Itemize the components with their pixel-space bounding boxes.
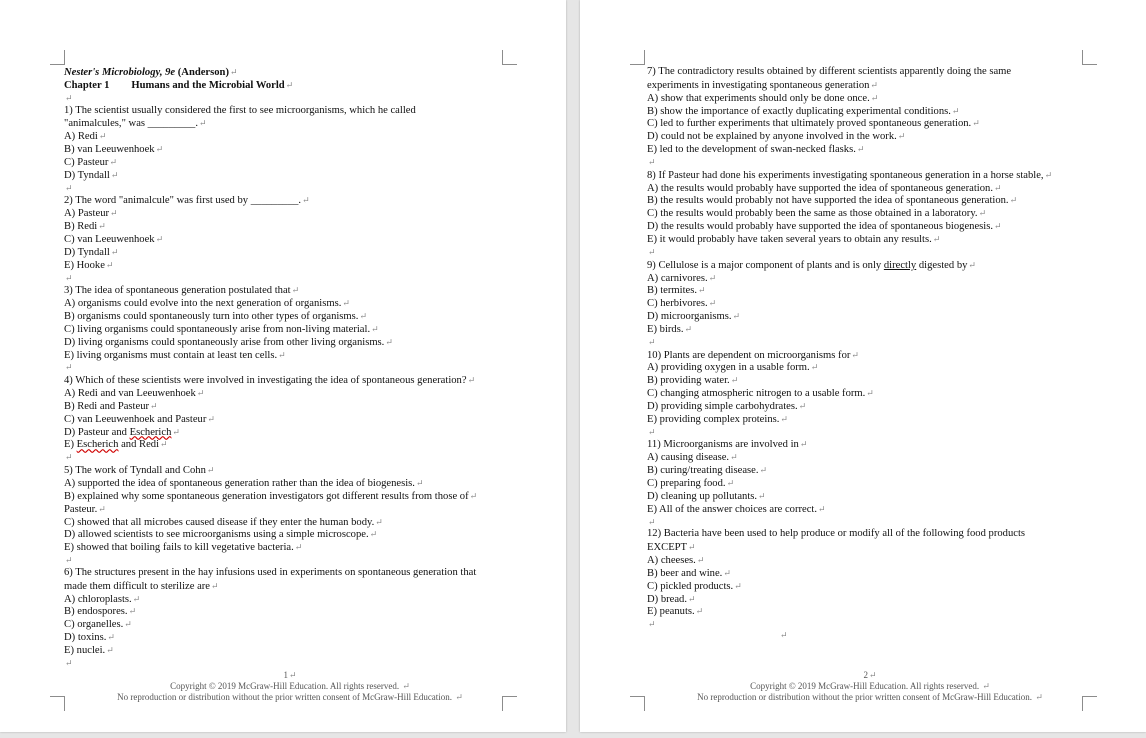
- answer-option-text: D) living organisms could spontaneously arise from other living organisms.: [64, 336, 385, 348]
- answer-option-text: D) the results would probably have supported the idea of spontaneous biogenesis.: [647, 221, 993, 233]
- answer-option: E) All of the answer choices are correct.↵: [647, 503, 826, 515]
- answer-option: B) beer and wine.↵: [647, 567, 731, 579]
- question-stem-line: 8) If Pasteur had done his experiments investigating spontaneous generation in a horse stable,↵: [647, 169, 1053, 181]
- question-stem-line: 11) Microorganisms are involved in↵: [647, 439, 808, 451]
- answer-option-text: B) endospores.: [64, 606, 128, 618]
- question-stem-line: made them difficult to sterilize are↵: [64, 580, 219, 592]
- answer-option: B) termites.↵: [647, 285, 706, 297]
- answer-option: Pasteur.↵: [64, 503, 106, 515]
- answer-option: C) showed that all microbes caused disease if they enter the human body.↵: [64, 516, 383, 528]
- question-stem-line: experiments in investigating spontaneous generation↵: [647, 79, 878, 91]
- page-1-text[interactable]: Nester's Microbiology, 9e (Anderson)↵ Chapter 1 Humans and the Microbial World↵ ↵ 1) The scientist usually considered the first to see microorganisms, which he called "animalcules," was _________.↵ A) Redi↵ B) van Leeuwenhoek↵ C) Pasteur↵ D) Tyndall↵ ↵ 2) The word "animalcule" was first used by _________.↵ A) Pasteur↵ B) Redi↵ C) van Leeuwenhoek↵ D) Tyndall↵ E) Hooke↵ ↵ 3) The idea of spontaneous generation postulated that↵ A) organisms could evolve into the next generation of organisms.↵ B) organisms could spontaneously turn into other types of organisms.↵ C) living organisms could spontaneously arise from non-living material.↵ D) living organisms could spontaneously arise from other living organisms.↵ E) living organisms must contain at least ten cells.↵ ↵ 4) Which of these scientists were involved in investigating the idea of spontaneous generation?↵ A) Redi and van Leeuwenhoek↵ B) Redi and Pasteur↵ C) van Leeuwenhoek and Pasteur↵ D) Pasteur and Escherich↵ E) Escherich and Redi↵ ↵ 5) The work of Tyndall and Cohn↵ A) supported the idea of spontaneous generation rather than the idea of biogenesis.↵ B) explained why some spontaneous generation investigators got different results from those of↵ Pasteur.↵ C) showed that all microbes caused disease if they enter the human body.↵ D) allowed scientists to see microorganisms using a simple microscope.↵ E) showed that boiling fails to kill vegetative bacteria.↵ ↵ 6) The structures present in the hay infusions used in experiments on spontaneous generation that made them difficult to sterilize are↵ A) chloroplasts.↵ B) endospores.↵ C) organelles.↵ D) toxins.↵ E) nuclei.↵ ↵: [64, 66, 504, 670]
- answer-option-text: D) Tyndall: [64, 169, 110, 181]
- answer-option-text: C) herbivores.: [647, 298, 708, 310]
- question-stem-line: [647, 528, 1077, 541]
- answer-option-text: E) nuclei.: [64, 644, 106, 656]
- answer-option: A) organisms could evolve into the next generation of organisms.↵: [64, 298, 350, 310]
- question-12: 12) Bacteria have been used to help produce or modify all of the following food products EXCEPT↵ A) cheeses.↵ B) beer and wine.↵ C) pickled products.↵ D) bread.↵ E) peanuts.↵ ↵: [647, 528, 1077, 631]
- answer-option: D) allowed scientists to see microorganisms using a simple microscope.↵: [64, 529, 378, 541]
- question-9: 9) Cellulose is a major component of plants and is only directly digested by↵ A) carnivores.↵ B) termites.↵ C) herbivores.↵ D) microorganisms.↵ E) birds.↵ ↵: [647, 259, 1077, 349]
- answer-option: B) endospores.↵: [64, 606, 137, 618]
- answer-option-text: D) microorganisms.: [647, 311, 732, 323]
- answer-option-text: B) Redi: [64, 221, 98, 233]
- answer-option: B) the results would probably not have supported the idea of spontaneous generation.↵: [647, 195, 1018, 207]
- question-stem-line: 9) Cellulose is a major component of plants and is only directly digested by↵: [647, 259, 976, 271]
- answer-option-text: E) Hooke: [64, 259, 105, 271]
- answer-option: D) could not be explained by anyone involved in the work.↵: [647, 131, 906, 143]
- page-2-footer: 2↵ Copyright © 2019 McGraw-Hill Education. All rights reserved. ↵ No reproduction or distribution without the prior written consent of McGraw-Hill Education. ↵: [697, 670, 1043, 702]
- question-4: 4) Which of these scientists were involved in investigating the idea of spontaneous generation?↵ A) Redi and van Leeuwenhoek↵ B) Redi and Pasteur↵ C) van Leeuwenhoek and Pasteur↵ D) Pasteur and Escherich↵ E) Escherich and Redi↵ ↵: [64, 374, 504, 464]
- question-10: 10) Plants are dependent on microorganisms for↵ A) providing oxygen in a usable form.↵ B) providing water.↵ C) changing atmospheric nitrogen to a usable form.↵ D) providing simple carbohydrates.↵ E) providing complex proteins.↵ ↵: [647, 349, 1077, 439]
- answer-option-text: E) led to the development of swan-necked flasks.: [647, 144, 856, 156]
- answer-option: A) providing oxygen in a usable form.↵: [647, 362, 819, 374]
- question-3: 3) The idea of spontaneous generation postulated that↵ A) organisms could evolve into the next generation of organisms.↵ B) organisms could spontaneously turn into other types of organisms.↵ C) living organisms could spontaneously arise from non-living material.↵ D) living organisms could spontaneously arise from other living organisms.↵ E) living organisms must contain at least ten cells.↵ ↵: [64, 284, 504, 374]
- answer-option-text: E) All of the answer choices are correct.: [647, 503, 818, 515]
- answer-option-text: D) Pasteur and Escherich: [64, 426, 172, 438]
- question-stem-text: 10) Plants are dependent on microorganisms for: [647, 349, 851, 361]
- answer-option: D) Pasteur and Escherich↵: [64, 426, 180, 438]
- answer-option-text: B) beer and wine.: [647, 567, 723, 579]
- footer-copyright: Copyright © 2019 McGraw-Hill Education. All rights reserved.: [750, 681, 980, 691]
- answer-option-text: D) providing simple carbohydrates.: [647, 400, 798, 412]
- answer-option: A) show that experiments should only be done once.↵: [647, 92, 879, 104]
- answer-option: D) the results would probably have supported the idea of spontaneous biogenesis.↵: [647, 221, 1002, 233]
- crop-mark-top-left: [50, 50, 65, 65]
- footer-notice: No reproduction or distribution without the prior written consent of McGraw-Hill Education.: [697, 692, 1033, 702]
- answer-option: B) show the importance of exactly duplicating experimental conditions.↵: [647, 105, 960, 117]
- answer-option-text: D) could not be explained by anyone involved in the work.: [647, 131, 897, 143]
- answer-option-text: A) Pasteur: [64, 208, 110, 220]
- answer-option-text: A) show that experiments should only be done once.: [647, 92, 870, 104]
- crop-mark-top-left: [630, 50, 645, 65]
- header-book-line: Nester's Microbiology, 9e (Anderson)↵: [64, 67, 238, 78]
- chapter-label: Chapter 1: [64, 79, 110, 91]
- answer-option-text: C) pickled products.: [647, 580, 734, 592]
- book-author: (Anderson): [175, 67, 229, 78]
- question-stem-text: 12) Bacteria have been used to help produce or modify all of the following food products: [647, 528, 1026, 540]
- answer-option: E) birds.↵: [647, 323, 693, 335]
- question-stem-line: 5) The work of Tyndall and Cohn↵: [64, 465, 215, 477]
- answer-option-text: B) the results would probably not have supported the idea of spontaneous generation.: [647, 195, 1009, 207]
- answer-option: B) providing water.↵: [647, 375, 739, 387]
- answer-option-text: C) van Leeuwenhoek and Pasteur: [64, 413, 207, 425]
- answer-option: E) nuclei.↵: [64, 644, 114, 656]
- answer-option: C) pickled products.↵: [647, 580, 742, 592]
- answer-option: A) supported the idea of spontaneous generation rather than the idea of biogenesis.↵: [64, 478, 424, 489]
- answer-option: C) led to further experiments that ultimately proved spontaneous generation.↵: [647, 118, 980, 130]
- answer-option-text: A) cheeses.: [647, 555, 696, 567]
- answer-option-text: A) supported the idea of spontaneous generation rather than the idea of biogenesis.: [64, 478, 415, 489]
- answer-option-text: E) showed that boiling fails to kill vegetative bacteria.: [64, 542, 294, 554]
- answer-option-text: A) Redi and van Leeuwenhoek: [64, 388, 196, 400]
- question-2: 2) The word "animalcule" was first used by _________.↵ A) Pasteur↵ B) Redi↵ C) van Leeuwenhoek↵ D) Tyndall↵ E) Hooke↵ ↵: [64, 194, 504, 284]
- question-5: 5) The work of Tyndall and Cohn↵ A) supported the idea of spontaneous generation rather than the idea of biogenesis.↵ B) explained why some spontaneous generation investigators got different results from those of↵ Pasteur.↵ C) showed that all microbes caused disease if they enter the human body.↵ D) allowed scientists to see microorganisms using a simple microscope.↵ E) showed that boiling fails to kill vegetative bacteria.↵ ↵: [64, 464, 504, 567]
- answer-option: B) van Leeuwenhoek↵: [64, 144, 164, 156]
- answer-option-text: B) organisms could spontaneously turn into other types of organisms.: [64, 311, 359, 323]
- question-stem-text: 6) The structures present in the hay infusions used in experiments on spontaneous generation that: [64, 566, 477, 578]
- answer-option: B) Redi and Pasteur↵: [64, 400, 158, 412]
- answer-option: D) microorganisms.↵: [647, 311, 741, 323]
- questions-page-1: [64, 105, 504, 670]
- answer-option-text: C) organelles.: [64, 619, 124, 631]
- answer-option: D) cleaning up pollutants.↵: [647, 490, 766, 502]
- answer-option-text: A) the results would probably have supported the idea of spontaneous generation.: [647, 182, 993, 194]
- answer-option-text: C) Pasteur: [64, 156, 109, 168]
- book-title: Nester's Microbiology, 9e: [64, 67, 176, 78]
- question-stem-line: [647, 66, 1077, 79]
- question-stem-line: [64, 567, 504, 580]
- answer-option: B) Redi↵: [64, 221, 106, 233]
- answer-option: D) living organisms could spontaneously arise from other living organisms.↵: [64, 336, 393, 348]
- answer-option-text: E) providing complex proteins.: [647, 413, 780, 425]
- answer-option: A) Pasteur↵: [64, 208, 118, 220]
- question-stem-text: "animalcules," was _________.: [64, 118, 198, 130]
- answer-option: E) showed that boiling fails to kill vegetative bacteria.↵: [64, 542, 303, 554]
- answer-option-text: E) living organisms must contain at least ten cells.: [64, 349, 278, 361]
- question-stem-text: 7) The contradictory results obtained by different scientists apparently doing the same: [647, 66, 1012, 77]
- answer-option-text: E) it would probably have taken several years to obtain any results.: [647, 233, 932, 245]
- answer-option: A) the results would probably have supported the idea of spontaneous generation.↵: [647, 182, 1002, 194]
- answer-option: D) Tyndall↵: [64, 169, 119, 181]
- crop-mark-top-right: [1082, 50, 1097, 65]
- answer-option-text: D) cleaning up pollutants.: [647, 490, 758, 502]
- document-page-2: [580, 0, 1146, 732]
- questions-page-2: [647, 66, 1077, 631]
- footer-copyright: Copyright © 2019 McGraw-Hill Education. All rights reserved.: [170, 681, 400, 691]
- answer-option-text: B) show the importance of exactly duplicating experimental conditions.: [647, 105, 951, 117]
- question-stem-text: 5) The work of Tyndall and Cohn: [64, 465, 206, 477]
- page-number-1: 1: [283, 670, 288, 680]
- answer-option-text: B) termites.: [647, 285, 698, 297]
- answer-option-text: E) peanuts.: [647, 606, 695, 618]
- question-1: 1) The scientist usually considered the first to see microorganisms, which he called "animalcules," was _________.↵ A) Redi↵ B) van Leeuwenhoek↵ C) Pasteur↵ D) Tyndall↵ ↵: [64, 105, 504, 195]
- answer-option: E) peanuts.↵: [647, 606, 704, 618]
- answer-option: A) carnivores.↵: [647, 272, 717, 284]
- answer-option-text: A) chloroplasts.: [64, 593, 132, 605]
- answer-option: C) living organisms could spontaneously arise from non-living material.↵: [64, 323, 379, 335]
- answer-option: E) it would probably have taken several years to obtain any results.↵: [647, 233, 941, 245]
- answer-option-text: C) showed that all microbes caused disease if they enter the human body.: [64, 516, 375, 528]
- document-page-1: [0, 0, 566, 732]
- answer-option-text: B) explained why some spontaneous generation investigators got different results from those of: [64, 490, 469, 502]
- question-stem-text: EXCEPT: [647, 542, 688, 554]
- question-stem-line: 4) Which of these scientists were involved in investigating the idea of spontaneous generation?↵: [64, 375, 476, 387]
- answer-option: A) cheeses.↵: [647, 555, 705, 567]
- answer-option: C) changing atmospheric nitrogen to a usable form.↵: [647, 388, 874, 400]
- answer-option-text: C) led to further experiments that ultimately proved spontaneous generation.: [647, 118, 972, 130]
- footer-notice: No reproduction or distribution without the prior written consent of McGraw-Hill Education.: [117, 692, 453, 702]
- header-chapter-line: Chapter 1 Humans and the Microbial World↵: [64, 79, 294, 91]
- question-stem-text: experiments in investigating spontaneous generation: [647, 79, 870, 91]
- question-stem-line: "animalcules," was _________.↵: [64, 118, 207, 130]
- answer-option-text: C) living organisms could spontaneously arise from non-living material.: [64, 323, 371, 335]
- answer-option-text: B) curing/treating disease.: [647, 465, 759, 477]
- question-stem-text: 2) The word "animalcule" was first used by _________.: [64, 195, 302, 207]
- page-1-footer: 1↵ Copyright © 2019 McGraw-Hill Education. All rights reserved. ↵ No reproduction or distribution without the prior written consent of McGraw-Hill Education. ↵: [117, 670, 463, 702]
- question-stem-line: 3) The idea of spontaneous generation postulated that↵: [64, 285, 300, 297]
- question-stem-text: 11) Microorganisms are involved in: [647, 439, 799, 451]
- answer-option: D) providing simple carbohydrates.↵: [647, 400, 807, 412]
- question-stem-text: 8) If Pasteur had done his experiments investigating spontaneous generation in a horse stable,: [647, 169, 1044, 181]
- answer-option: D) bread.↵: [647, 593, 696, 605]
- answer-option: C) van Leeuwenhoek↵: [64, 233, 164, 245]
- answer-option: C) organelles.↵: [64, 619, 132, 631]
- answer-option-text: Pasteur.: [64, 503, 98, 515]
- question-6: 6) The structures present in the hay infusions used in experiments on spontaneous generation that made them difficult to sterilize are↵ A) chloroplasts.↵ B) endospores.↵ C) organelles.↵ D) toxins.↵ E) nuclei.↵ ↵: [64, 567, 504, 670]
- answer-option: E) Escherich and Redi↵: [64, 439, 168, 451]
- question-11: 11) Microorganisms are involved in↵ A) causing disease.↵ B) curing/treating disease.↵ C) preparing food.↵ D) cleaning up pollutants.↵ E) All of the answer choices are correct.↵ ↵: [647, 438, 1077, 528]
- question-stem-text: 1) The scientist usually considered the first to see microorganisms, which he called: [64, 104, 416, 116]
- answer-option-text: C) changing atmospheric nitrogen to a usable form.: [647, 388, 866, 400]
- answer-option: D) toxins.↵: [64, 632, 115, 644]
- question-stem-text: 9) Cellulose is a major component of plants and is only directly digested by: [647, 259, 968, 271]
- answer-option-text: C) preparing food.: [647, 478, 726, 489]
- question-stem-text: 3) The idea of spontaneous generation postulated that: [64, 285, 291, 297]
- answer-option-text: D) bread.: [647, 593, 688, 605]
- answer-option: B) explained why some spontaneous generation investigators got different results from those of↵: [64, 490, 478, 502]
- answer-option: A) causing disease.↵: [647, 452, 738, 464]
- answer-option-text: B) Redi and Pasteur: [64, 400, 150, 412]
- answer-option-text: C) the results would probably been the same as those obtained in a laboratory.: [647, 208, 978, 220]
- crop-mark-top-right: [502, 50, 517, 65]
- question-7: 7) The contradictory results obtained by different scientists apparently doing the same experiments in investigating spontaneous generation↵ A) show that experiments should only be done once.↵ B) show the importance of exactly duplicating experimental conditions.↵ C) led to further experiments that ultimately proved spontaneous generation.↵ D) could not be explained by anyone involved in the work.↵ E) led to the development of swan-necked flasks.↵ ↵: [647, 66, 1077, 169]
- question-stem-text: made them difficult to sterilize are: [64, 580, 211, 592]
- question-stem-line: EXCEPT↵: [647, 542, 696, 554]
- answer-option-text: B) providing water.: [647, 375, 730, 387]
- answer-option: E) providing complex proteins.↵: [647, 413, 788, 425]
- answer-option: D) Tyndall↵: [64, 246, 119, 258]
- answer-option: E) led to the development of swan-necked flasks.↵: [647, 144, 865, 156]
- answer-option: E) living organisms must contain at least ten cells.↵: [64, 349, 286, 361]
- answer-option: C) preparing food.↵: [647, 478, 735, 489]
- answer-option-text: D) allowed scientists to see microorganisms using a simple microscope.: [64, 529, 369, 541]
- answer-option-text: D) toxins.: [64, 632, 107, 644]
- answer-option: B) organisms could spontaneously turn into other types of organisms.↵: [64, 311, 367, 323]
- question-stem-line: 2) The word "animalcule" was first used by _________.↵: [64, 195, 310, 207]
- answer-option-text: E) birds.: [647, 323, 684, 335]
- paragraph-mark: ↵: [780, 630, 788, 640]
- answer-option-text: B) van Leeuwenhoek: [64, 144, 155, 156]
- answer-option-text: A) carnivores.: [647, 272, 708, 284]
- answer-option-text: A) organisms could evolve into the next generation of organisms.: [64, 298, 342, 310]
- answer-option: A) Redi↵: [64, 131, 107, 143]
- answer-option-text: C) van Leeuwenhoek: [64, 233, 155, 245]
- answer-option: B) curing/treating disease.↵: [647, 465, 768, 477]
- answer-option: A) Redi and van Leeuwenhoek↵: [64, 388, 205, 400]
- question-stem-text: 4) Which of these scientists were involved in investigating the idea of spontaneous generation?: [64, 375, 467, 387]
- question-stem-line: 10) Plants are dependent on microorganisms for↵: [647, 349, 859, 361]
- page-number-2: 2: [863, 670, 868, 680]
- answer-option: C) the results would probably been the same as those obtained in a laboratory.↵: [647, 208, 987, 220]
- answer-option: C) Pasteur↵: [64, 156, 117, 168]
- answer-option: A) chloroplasts.↵: [64, 593, 141, 605]
- answer-option-text: A) causing disease.: [647, 452, 730, 464]
- answer-option-text: A) Redi: [64, 131, 98, 143]
- answer-option: C) van Leeuwenhoek and Pasteur↵: [64, 413, 215, 425]
- answer-option: E) Hooke↵: [64, 259, 114, 271]
- answer-option-text: A) providing oxygen in a usable form.: [647, 362, 810, 374]
- answer-option-text: E) Escherich and Redi: [64, 439, 160, 451]
- page-2-text[interactable]: [647, 66, 1077, 631]
- chapter-title: Humans and the Microbial World: [131, 79, 285, 91]
- question-8: 8) If Pasteur had done his experiments investigating spontaneous generation in a horse stable,↵ A) the results would probably have supported the idea of spontaneous generation.↵ B) the results would probably not have supported the idea of spontaneous generation.↵ C) the results would probably been the same as those obtained in a laboratory.↵ D) the results would probably have supported the idea of spontaneous biogenesis.↵ E) it would probably have taken several years to obtain any results.↵ ↵: [647, 169, 1077, 259]
- answer-option-text: D) Tyndall: [64, 246, 110, 258]
- answer-option: C) herbivores.↵: [647, 298, 717, 310]
- question-stem-line: [64, 105, 504, 118]
